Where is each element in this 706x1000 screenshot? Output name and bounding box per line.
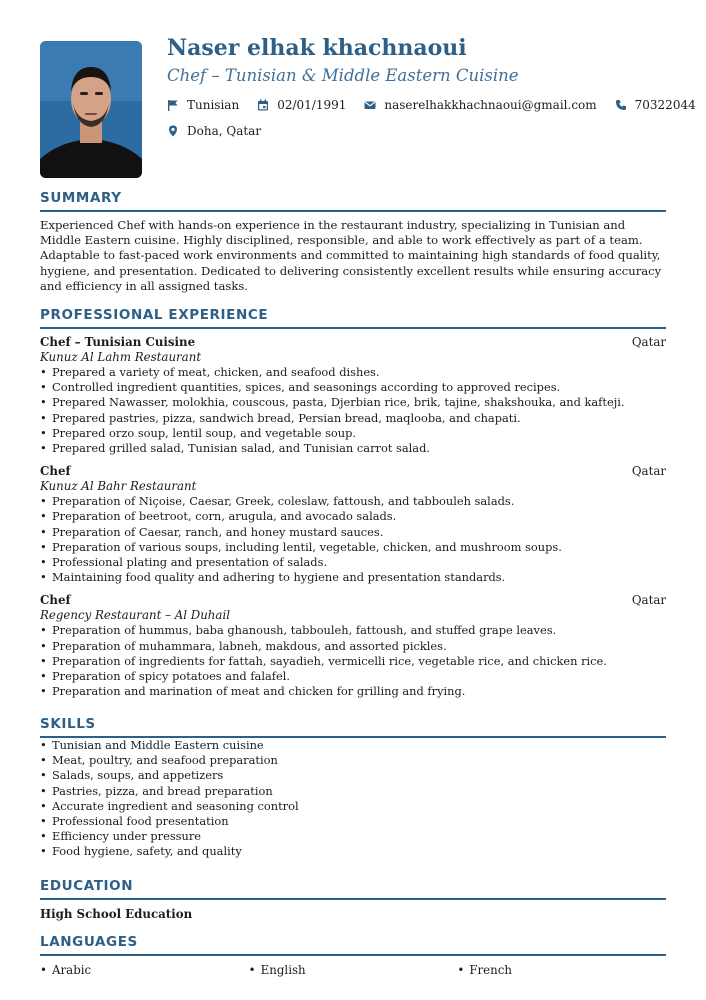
list-item: • Professional plating and presentation of salads. [40, 555, 666, 570]
header [167, 34, 696, 149]
section-title: SUMMARY [40, 190, 666, 212]
job-location: Qatar [631, 593, 666, 608]
list-item: • Prepared pastries, pizza, sandwich bread, Persian bread, maqlooba, and chapati. [40, 411, 666, 426]
section-title: LANGUAGES [40, 934, 666, 956]
list-item: • Preparation of beetroot, corn, arugula, and avocado salads. [40, 509, 666, 524]
list-item: • Preparation and marination of meat and chicken for grilling and frying. [40, 684, 666, 699]
list-item: • Efficiency under pressure [40, 829, 666, 844]
contact-nationality [167, 97, 239, 113]
location-text: Doha, Qatar [187, 124, 262, 138]
list-item: • Professional food presentation [40, 814, 666, 829]
summary-section [40, 190, 666, 294]
phone-icon [615, 99, 627, 111]
candidate-name: Naser elhak khachnaoui [167, 35, 467, 61]
job-title: Chef [40, 593, 71, 608]
list-item: • Prepared Nawasser, molokhia, couscous, pasta, Djerbian rice, brik, tajine, shakshouka, and kafteji. [40, 395, 666, 410]
list-item: • Prepared a variety of meat, chicken, and seafood dishes. [40, 365, 666, 380]
languages-list [40, 963, 666, 978]
education-section [40, 878, 666, 922]
job-duties [40, 623, 666, 699]
list-item: • Accurate ingredient and seasoning control [40, 799, 666, 814]
nationality-text: Tunisian [187, 98, 240, 112]
job-location: Qatar [631, 464, 666, 479]
job-duties [40, 494, 666, 585]
email-icon [364, 99, 376, 111]
list-item: • Preparation of ingredients for fattah, sayadieh, vermicelli rice, vegetable rice, and chicken rice. [40, 654, 666, 669]
list-item: • Preparation of Caesar, ranch, and honey mustard sauces. [40, 525, 666, 540]
summary-text: Experienced Chef with hands-on experience in the restaurant industry, specializing in Tunisian and Middle Eastern cuisine. Highly disciplined, responsible, and able to work effectively as part of a team. Adaptable to fast-paced work environments and committed to maintaining high standards of food quality, hygiene, and presentation. Dedicated to delivering consistently excellent results while ensuring accuracy and efficiency in all assigned tasks. [40, 218, 662, 293]
list-item: • Preparation of hummus, baba ghanoush, tabbouleh, fattoush, and stuffed grape leaves. [40, 623, 666, 638]
contact-email[interactable] [364, 97, 596, 113]
list-item: • Pastries, pizza, and bread preparation [40, 784, 666, 799]
list-item: • Controlled ingredient quantities, spices, and seasonings according to approved recipes. [40, 380, 666, 395]
contact-details [167, 97, 696, 139]
job-entry [40, 593, 666, 699]
job-employer: Kunuz Al Lahm Restaurant [40, 350, 202, 364]
flag-icon [167, 99, 179, 111]
education-degree: High School Education [40, 907, 193, 921]
experience-section [40, 307, 666, 699]
job-location: Qatar [631, 335, 666, 349]
job-duties [40, 365, 666, 456]
list-item: • Prepared orzo soup, lentil soup, and vegetable soup. [40, 426, 666, 441]
list-item: • Prepared grilled salad, Tunisian salad, and Tunisian carrot salad. [40, 441, 666, 456]
section-title: PROFESSIONAL EXPERIENCE [40, 307, 666, 329]
job-entry [40, 464, 666, 585]
contact-row [167, 97, 696, 113]
list-item: • Maintaining food quality and adhering to hygiene and presentation standards. [40, 570, 666, 585]
list-item: • Meat, poultry, and seafood preparation [40, 753, 666, 768]
contact-birthdate [257, 97, 346, 113]
contact-location [167, 123, 261, 139]
contact-row [167, 123, 677, 139]
list-item: • Preparation of muhammara, labneh, makdous, and assorted pickles. [40, 639, 666, 654]
list-item: • Preparation of Niçoise, Caesar, Greek, coleslaw, fattoush, and tabbouleh salads. [40, 494, 666, 509]
list-item: • Preparation of various soups, including lentil, vegetable, chicken, and mushroom soups. [40, 540, 666, 555]
language-item: • French [457, 963, 666, 978]
job-employer: Regency Restaurant – Al Duhail [40, 608, 230, 623]
skills-list [40, 738, 666, 860]
section-title: SKILLS [40, 716, 666, 738]
list-item: • Preparation of spicy potatoes and falafel. [40, 669, 666, 684]
calendar-icon [257, 99, 269, 111]
job-entry [40, 335, 666, 456]
list-item: • Salads, soups, and appetizers [40, 768, 666, 783]
section-title: EDUCATION [40, 878, 666, 900]
profile-photo [40, 41, 142, 178]
contact-phone[interactable] [615, 97, 696, 113]
list-item: • Tunisian and Middle Eastern cuisine [40, 738, 666, 753]
location-pin-icon [167, 125, 179, 137]
language-item: • Arabic [40, 963, 249, 978]
candidate-role: Chef – Tunisian & Middle Eastern Cuisine [167, 66, 519, 85]
birthdate-text: 02/01/1991 [277, 98, 347, 112]
languages-section [40, 934, 666, 978]
job-employer: Kunuz Al Bahr Restaurant [40, 479, 197, 494]
language-item: • English [249, 963, 458, 978]
job-title: Chef [40, 464, 71, 479]
job-title: Chef – Tunisian Cuisine [40, 335, 196, 349]
phone-text[interactable]: 70322044 [634, 98, 696, 112]
list-item: • Food hygiene, safety, and quality [40, 844, 666, 859]
skills-section [40, 716, 666, 860]
email-text[interactable]: naserelhakkhachnaoui@gmail.com [384, 98, 597, 112]
